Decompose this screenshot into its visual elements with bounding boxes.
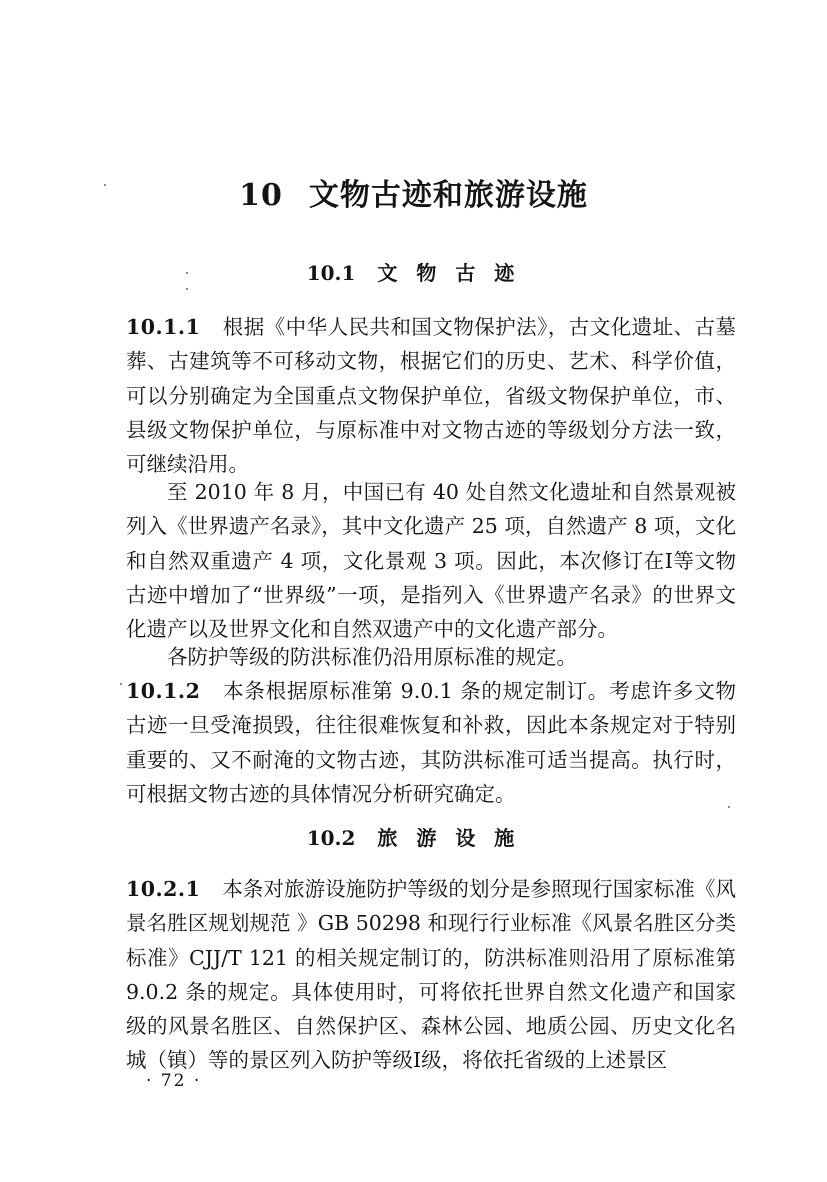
scan-speck (120, 683, 122, 685)
scan-speck (186, 272, 188, 274)
chapter-name: 文物古迹和旅游设施 (308, 178, 588, 213)
clause-10-2-1 (126, 872, 736, 1078)
clause-10-1-1 (126, 310, 736, 481)
clause-text: 根据《中华人民共和国文物保护法》，古文化遗址、古墓葬、古建筑等不可移动文物，根据它们的历史、艺术、科学价值，可以分别确定为全国重点文物保护单位，省级文物保护单位，市、县级文物保护单位，与原标准中对文物古迹的等级划分方法一致，可继续沿用。 (126, 315, 736, 477)
page-number: · 72 · (146, 1071, 202, 1091)
clause-text: 本条根据原标准第 9.0.1 条的规定制订。考虑许多文物古迹一旦受淹损毁，往往很难恢复和补救，因此本条规定对于特别重要的、又不耐淹的文物古迹，其防洪标准可适当提高。执行时，可根据文物古迹的具体情况分析研究确定。 (126, 679, 736, 806)
section-heading-10-2 (0, 822, 827, 851)
scan-speck (728, 806, 730, 808)
section-number: 10.1 (306, 261, 356, 285)
clause-number: 10.2.1 (126, 877, 201, 901)
paragraph-world-heritage: 至 2010 年 8 月，中国已有 40 处自然文化遗址和自然景观被列入《世界遗产名录》，其中文化遗产 25 项，自然遗产 8 项，文化和自然双重遗产 4 项，文化景观 3 项。因此，本次修订在Ⅰ等文物古迹中增加了“世界级”一项，是指列入《世界遗产名录》的世界文化遗产以及世界文化和自然双遗产中的文化遗产部分。 (126, 480, 736, 642)
clause-10-1-2 (126, 674, 736, 811)
paragraph-flood-standard: 各防护等级的防洪标准仍沿用原标准的规定。 (167, 645, 577, 669)
section-heading-10-1 (0, 257, 827, 286)
chapter-title (0, 170, 827, 214)
section-number: 10.2 (306, 826, 356, 850)
scan-speck (186, 288, 188, 290)
clause-number: 10.1.1 (126, 315, 201, 339)
clause-number: 10.1.2 (126, 679, 201, 703)
clause-text: 本条对旅游设施防护等级的划分是参照现行国家标准《风景名胜区规划规范 》GB 50298 和现行行业标准《风景名胜区分类标准》CJJ/T 121 的相关规定制订的，防洪标准则沿用了原标准第 9.0.2 条的规定。具体使用时，可将依托世界自然文化遗产和国家级的风景名胜区、自然保护区、森林公园、地质公园、历史文化名城（镇）等的景区列入防护等级Ⅰ级，将依托省级的上述景区 (126, 877, 736, 1073)
chapter-number: 10 (239, 178, 283, 213)
scan-speck (104, 184, 106, 186)
section-name: 旅 游 设 施 (377, 826, 521, 850)
section-name: 文 物 古 迹 (377, 261, 521, 285)
